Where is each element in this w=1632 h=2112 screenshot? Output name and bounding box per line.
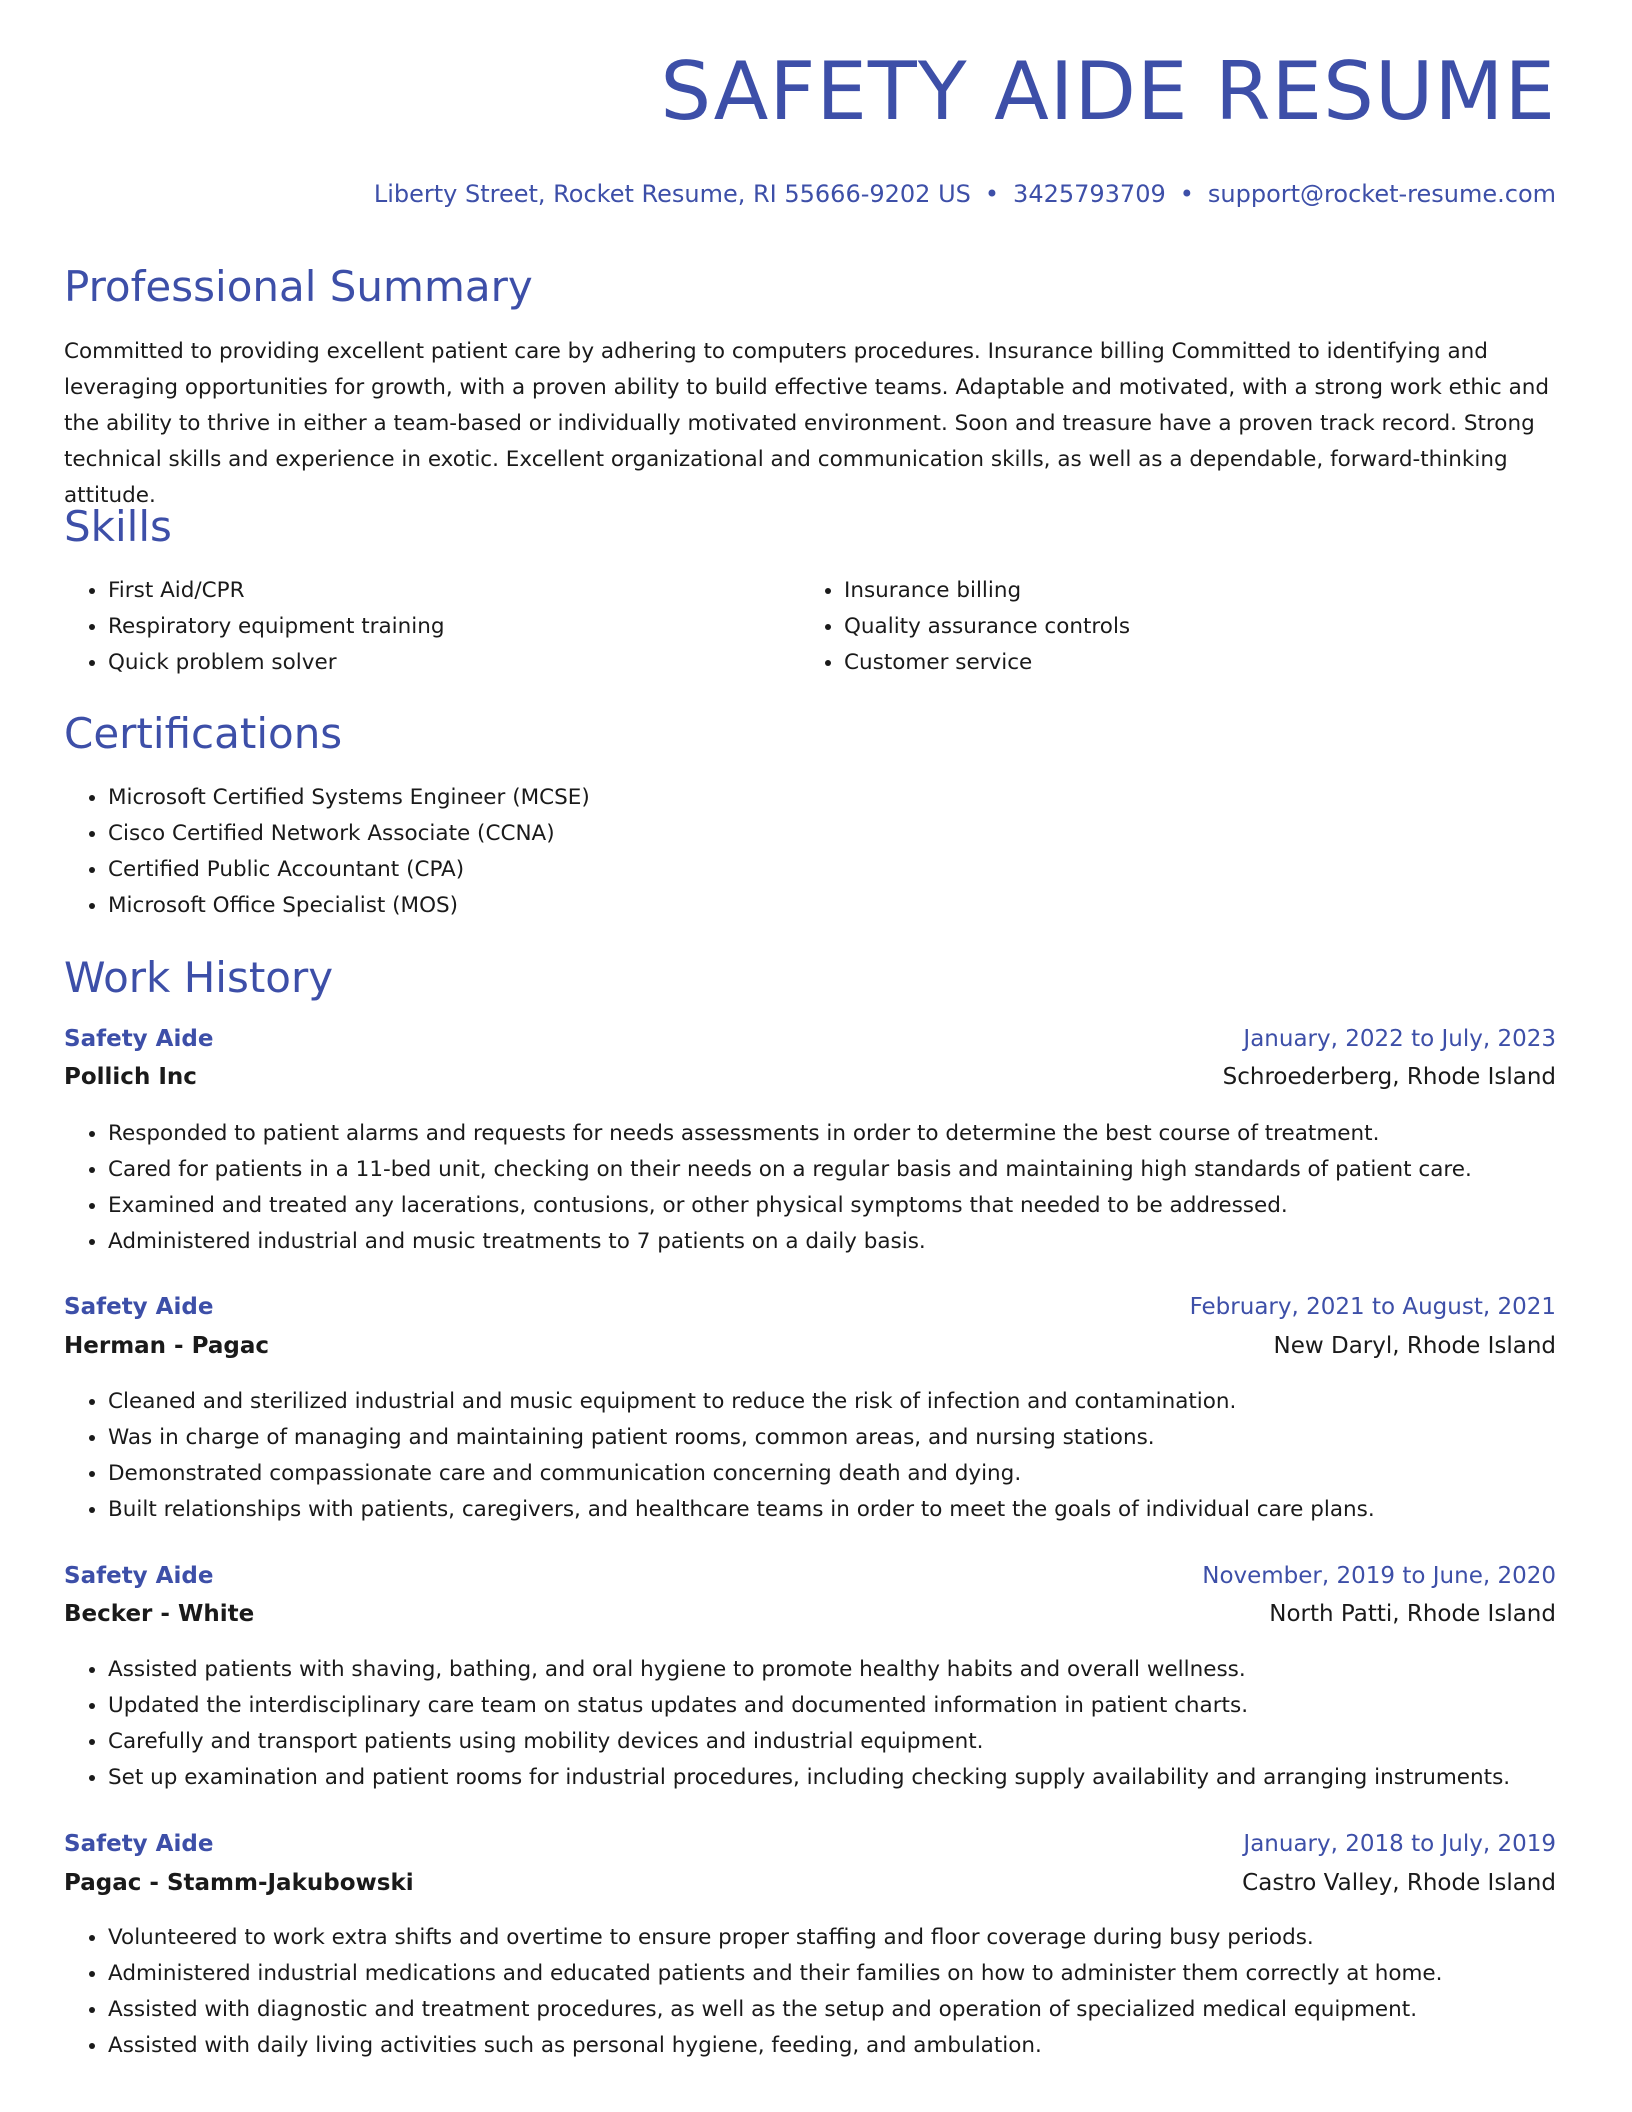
job-title: Safety Aide: [64, 1026, 214, 1052]
separator-dot: •: [984, 180, 1000, 208]
job-location: Castro Valley, Rhode Island: [1242, 1870, 1556, 1896]
email-link[interactable]: support@rocket-resume.com: [1207, 180, 1556, 208]
skill-item: • Respiratory equipment training: [108, 609, 445, 645]
job-bullet: • Cared for patients in a 11-bed unit, checking on their needs on a regular basis and maintaining high standards of patient care.: [108, 1152, 1472, 1188]
job-bullet: • Volunteered to work extra shifts and overtime to ensure proper staffing and floor coverage during busy periods.: [108, 1920, 1443, 1956]
job-title-row: [64, 1563, 1556, 1593]
summary-text: Committed to providing excellent patient care by adhering to computers procedures. Insurance billing Committed to identifying and leveraging opportunities for growth, with a proven ability to build effective teams. Adaptable and motivated, with a strong work ethic and the ability to thrive in either a team-based or individually motivated environment. Soon and treasure have a proven track record. Strong technical skills and experience in exotic. Excellent organizational and communication skills, as well as a dependable, forward-thinking attitude.: [64, 339, 1550, 508]
separator-dot: •: [1179, 180, 1194, 208]
job-bullet: • Cleaned and sterilized industrial and music equipment to reduce the risk of infection and contamination.: [108, 1384, 1375, 1420]
page-title: SAFETY AIDE RESUME: [660, 45, 1556, 138]
job-bullet: • Was in charge of managing and maintaining patient rooms, common areas, and nursing stations.: [108, 1420, 1375, 1456]
job-title-row: [64, 1026, 1556, 1056]
job-company-row: [64, 1870, 1556, 1900]
job-company: Pagac - Stamm-Jakubowski: [64, 1870, 414, 1896]
section-heading-certifications: Certifications: [64, 709, 343, 758]
phone: 3425793709: [1013, 180, 1166, 208]
job-location: North Patti, Rhode Island: [1269, 1601, 1556, 1627]
job-title: Safety Aide: [64, 1563, 214, 1589]
job-bullets: [64, 1116, 1472, 1260]
job-bullets: [64, 1384, 1375, 1528]
job-title-row: [64, 1294, 1556, 1324]
job-company-row: [64, 1333, 1556, 1363]
job-bullet: • Assisted with daily living activities such as personal hygiene, feeding, and ambulation.: [108, 2028, 1443, 2064]
job-dates: November, 2019 to June, 2020: [1202, 1563, 1556, 1589]
certification-item: • Certified Public Accountant (CPA): [108, 852, 590, 888]
job-bullet: • Assisted with diagnostic and treatment procedures, as well as the setup and operation of specialized medical equipment.: [108, 1992, 1443, 2028]
section-heading-summary: Professional Summary: [64, 262, 533, 311]
job-title: Safety Aide: [64, 1831, 214, 1857]
job-bullets: [64, 1920, 1443, 2064]
certification-item: • Cisco Certified Network Associate (CCNA): [108, 816, 590, 852]
contact-line: [374, 180, 1556, 208]
job-company: Herman - Pagac: [64, 1333, 269, 1359]
job-bullet: • Examined and treated any lacerations, contusions, or other physical symptoms that needed to be addressed.: [108, 1188, 1472, 1224]
job-title-row: [64, 1831, 1556, 1861]
job-company: Becker - White: [64, 1601, 255, 1627]
section-heading-skills: Skills: [64, 502, 172, 551]
job-bullet: • Assisted patients with shaving, bathing, and oral hygiene to promote healthy habits and overall wellness.: [108, 1652, 1510, 1688]
job-bullet: • Responded to patient alarms and requests for needs assessments in order to determine the best course of treatment.: [108, 1116, 1472, 1152]
job-dates: January, 2018 to July, 2019: [1243, 1831, 1556, 1857]
job-company-row: [64, 1064, 1556, 1094]
job-bullet: • Administered industrial and music treatments to 7 patients on a daily basis.: [108, 1224, 1472, 1260]
job-location: New Daryl, Rhode Island: [1273, 1333, 1556, 1359]
skill-item: • Customer service: [844, 645, 1130, 681]
job-bullets: [64, 1652, 1510, 1796]
skill-item: • Insurance billing: [844, 573, 1130, 609]
job-bullet: • Set up examination and patient rooms for industrial procedures, including checking supply availability and arranging instruments.: [108, 1760, 1510, 1796]
address: Liberty Street, Rocket Resume, RI 55666-9202 US: [373, 180, 971, 208]
job-dates: January, 2022 to July, 2023: [1243, 1026, 1556, 1052]
skill-item: • First Aid/CPR: [108, 573, 445, 609]
section-heading-work-history: Work History: [64, 953, 334, 1002]
job-dates: February, 2021 to August, 2021: [1189, 1294, 1556, 1320]
certifications-list: [64, 780, 590, 924]
job-company-row: [64, 1601, 1556, 1631]
job-bullet: • Carefully and transport patients using mobility devices and industrial equipment.: [108, 1724, 1510, 1760]
skills-list-right: [800, 573, 1130, 681]
job-company: Pollich Inc: [64, 1064, 197, 1090]
skill-item: • Quick problem solver: [108, 645, 445, 681]
job-bullet: • Built relationships with patients, caregivers, and healthcare teams in order to meet the goals of individual care plans.: [108, 1492, 1375, 1528]
job-bullet: • Administered industrial medications and educated patients and their families on how to administer them correctly at home.: [108, 1956, 1443, 1992]
job-title: Safety Aide: [64, 1294, 214, 1320]
certification-item: • Microsoft Office Specialist (MOS): [108, 888, 590, 924]
skill-item: • Quality assurance controls: [844, 609, 1130, 645]
job-bullet: • Updated the interdisciplinary care team on status updates and documented information in patient charts.: [108, 1688, 1510, 1724]
job-bullet: • Demonstrated compassionate care and communication concerning death and dying.: [108, 1456, 1375, 1492]
job-location: Schroederberg, Rhode Island: [1222, 1064, 1556, 1090]
certification-item: • Microsoft Certified Systems Engineer (MCSE): [108, 780, 590, 816]
skills-list-left: [64, 573, 445, 681]
